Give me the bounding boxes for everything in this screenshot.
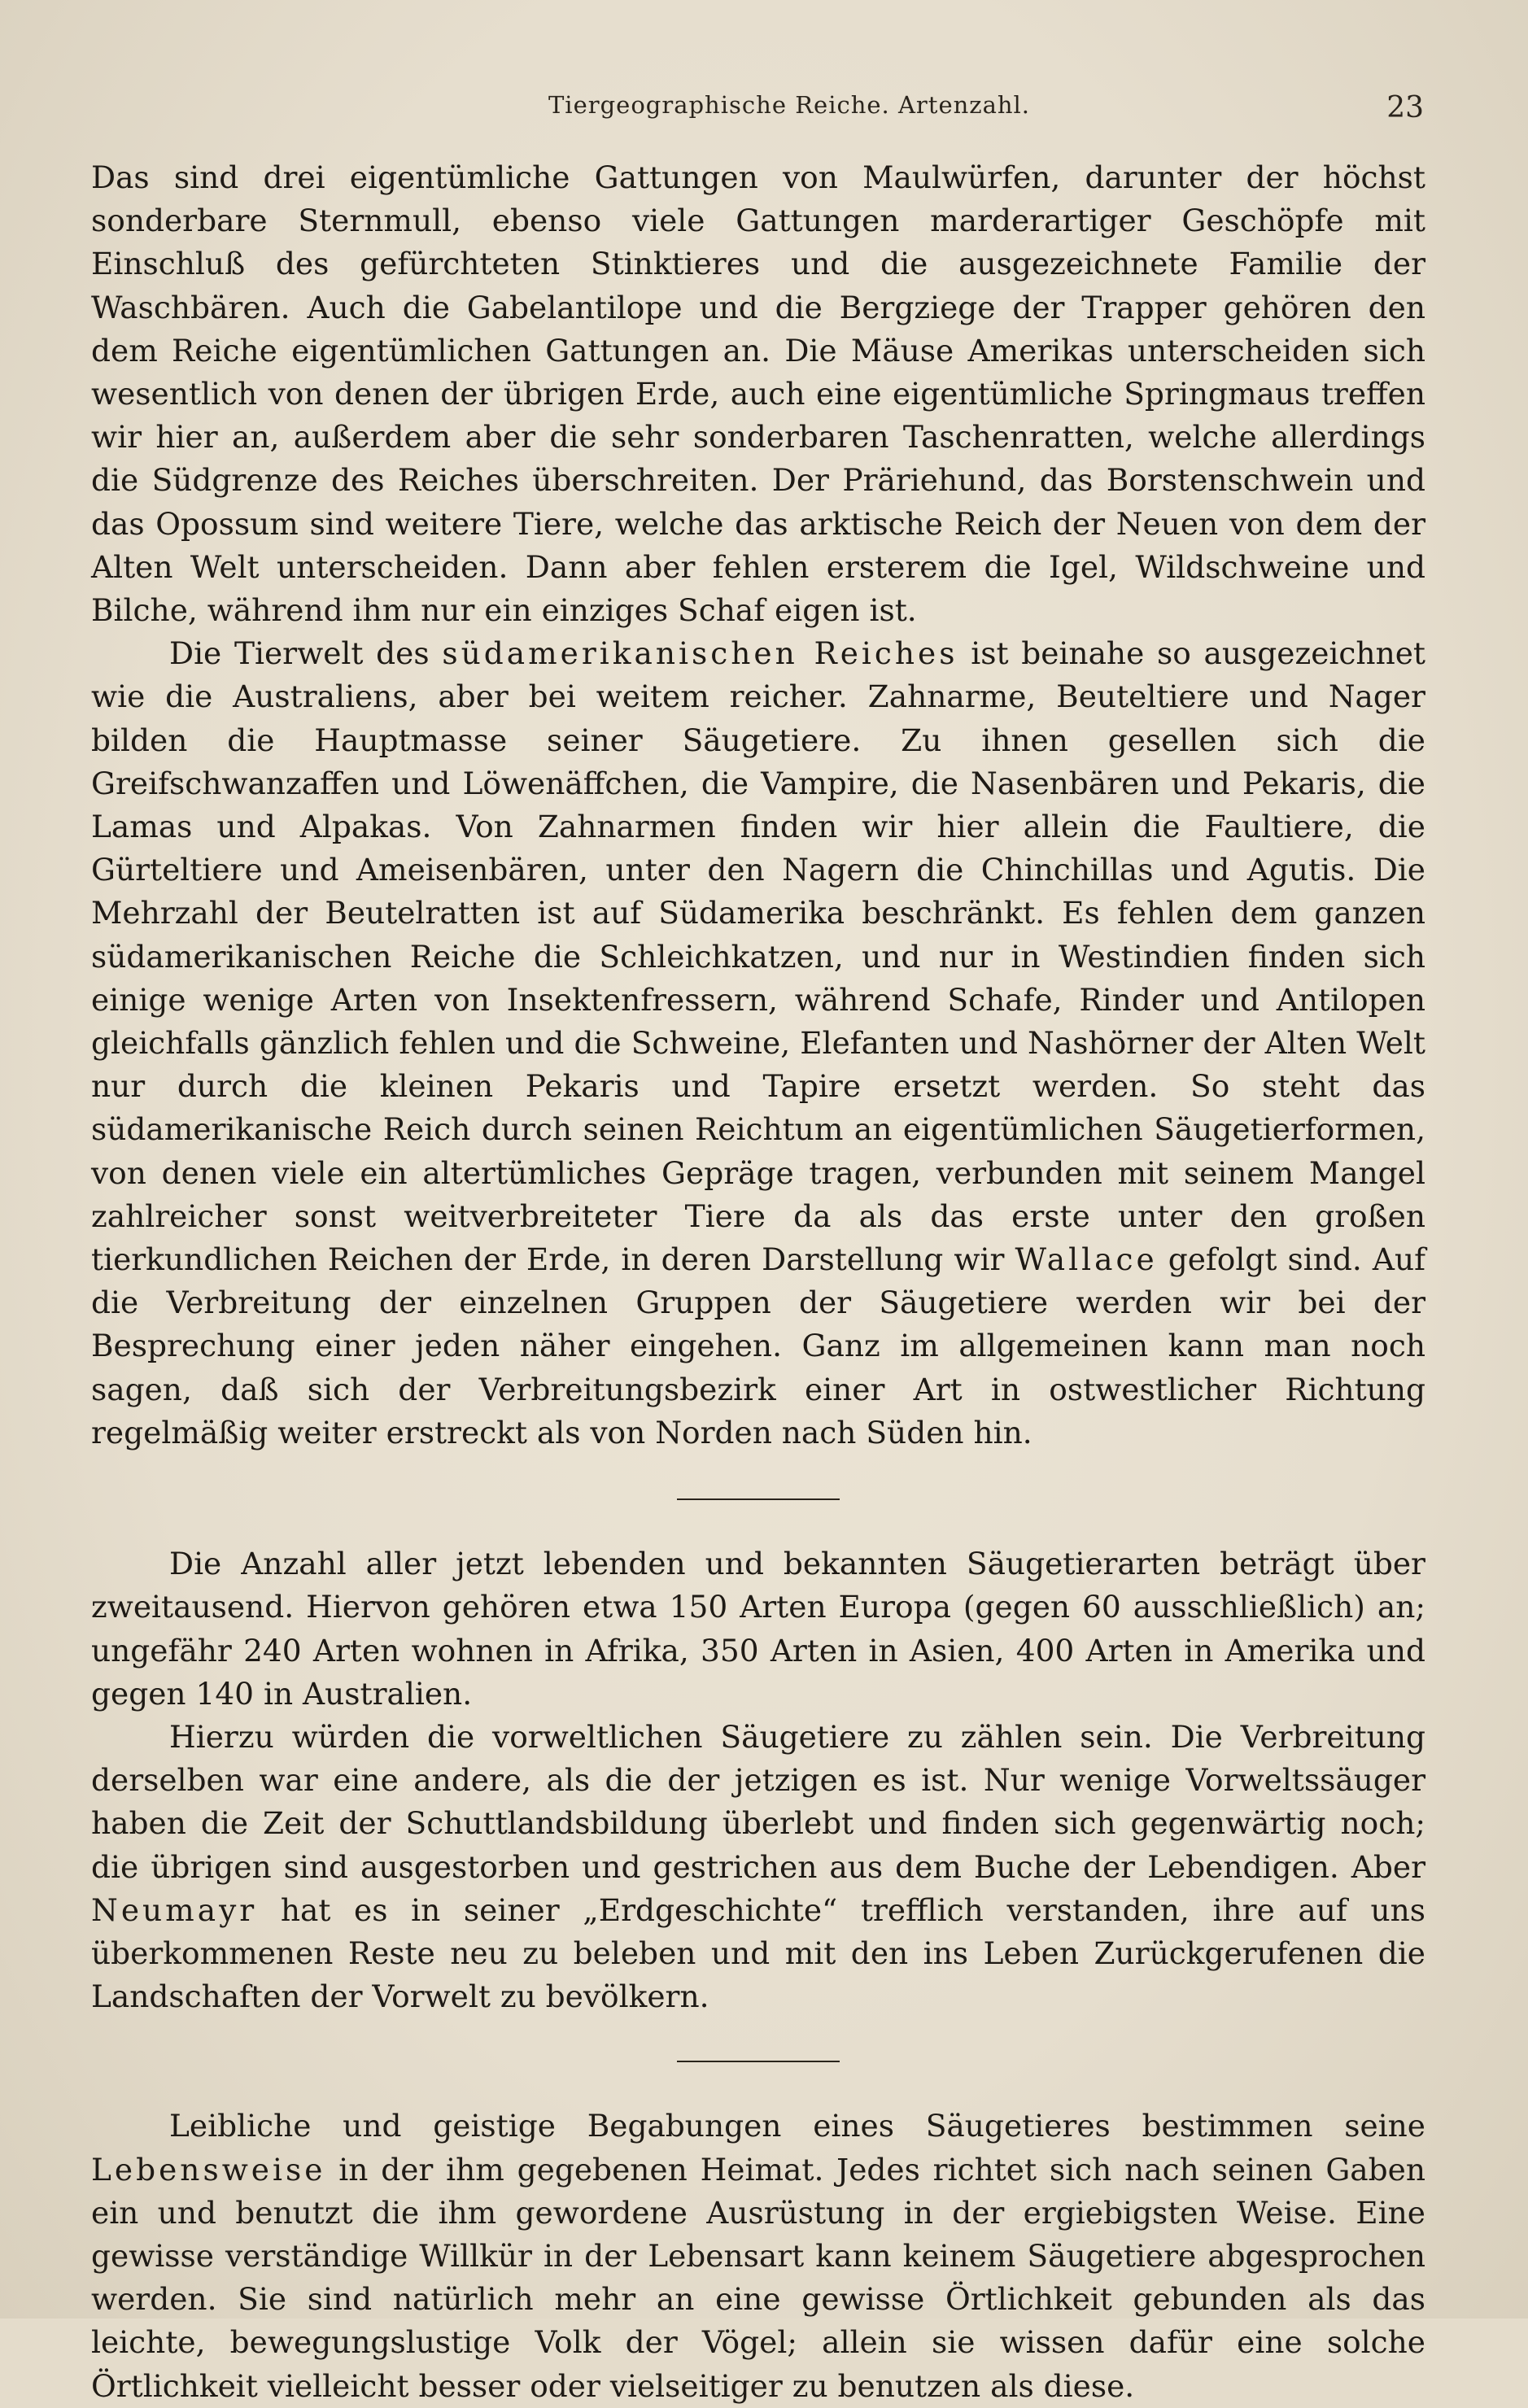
text-run: in der ihm gegebenen Heimat. Jedes richtet sich nach seinen Gaben ein und benutzt die ihm gewordene Ausrüstung in der ergiebigsten Weise. Eine gewisse verständige Willkür in der Lebensart kann keinem Säugetiere abgesprochen werden. Sie sind natürlich mehr an eine gewisse Örtlichkeit gebunden als das leichte, bewegungslustige Volk der Vögel; allein sie wissen dafür eine solche Örtlichkeit vielleicht besser oder vielseitiger zu benutzen als diese. xyxy=(91,2151,1425,2404)
text-run: hat es in seiner „Erdgeschichte“ trefflich verstanden, ihre auf uns überkommenen Reste neu zu beleben und mit den ins Leben Zurückgerufenen die Landschaften der Vorwelt zu bevölkern. xyxy=(91,1891,1425,2015)
text-run: ist beinahe so ausgezeichnet wie die Australiens, aber bei weitem reicher. Zahnarme, Beuteltiere und Nager bilden die Hauptmasse seiner Säugetiere. Zu ihnen gesellen sich die Greifschwanzaffen und Löwenäffchen, die Vampire, die Nasenbären und Pekaris, die Lamas und Alpakas. Von Zahnarmen finden wir hier allein die Faultiere, die Gürteltiere und Ameisenbären, unter den Nagern die Chinchillas und Agutis. Die Mehrzahl der Beutelratten ist auf Südamerika beschränkt. Es fehlen dem ganzen südamerikanischen Reiche die Schleichkatzen, und nur in Westindien finden sich einige wenige Arten von Insektenfressern, während Schafe, Rinder und Antilopen gleichfalls gänzlich fehlen und die Schweine, Elefanten und Nashörner der Alten Welt nur durch die kleinen Pekaris und Tapire ersetzt werden. So steht das südamerikanische Reich durch seinen Reichtum an eigentümlichen Säugetierformen, von denen viele ein altertümliches Gepräge tragen, verbunden mit seinem Mangel zahlreicher sonst weitverbreiteter Tiere da als das erste unter den großen tierkundlichen Reichen der Erde, in deren Darstellung wir xyxy=(91,635,1425,1278)
section-divider xyxy=(677,2061,840,2062)
running-head: Tiergeographische Reiche. Artenzahl. xyxy=(548,91,1031,119)
paragraph-way-of-life xyxy=(91,2105,1425,2407)
spaced-term: südamerikanischen Reiches xyxy=(442,635,958,672)
paragraph-species-count xyxy=(91,1542,1425,1716)
text-run: Das sind drei eigentümliche Gattungen von Maulwürfen, darunter der höchst sonderbare Sternmull, ebenso viele Gattungen marderartiger Geschöpfe mit Einschluß des gefürchteten Stinktieres und die ausgezeichnete Familie der Waschbären. Auch die Gabelantilope und die Bergziege der Trapper gehören den dem Reiche eigentümlichen Gattungen an. Die Mäuse Amerikas unterscheiden sich wesentlich von denen der übrigen Erde, auch eine eigentümliche Springmaus treffen wir hier an, außerdem aber die sehr sonderbaren Taschenratten, welche allerdings die Südgrenze des Reiches überschreiten. Der Präriehund, das Borstenschwein und das Opossum sind weitere Tiere, welche das arktische Reich der Neuen von dem der Alten Welt unterscheiden. Dann aber fehlen ersterem die Igel, Wildschweine und Bilche, während ihm nur ein einziges Schaf eigen ist. xyxy=(91,159,1425,629)
section-divider xyxy=(677,1498,840,1500)
text-run: Leibliche und geistige Begabungen eines Säugetieres bestimmen seine xyxy=(169,2108,1425,2144)
text-run: gefolgt sind. Auf die Verbreitung der einzelnen Gruppen der Säugetiere werden wir bei der Besprechung einer jeden näher eingehen. Ganz im allgemeinen kann man noch sagen, daß sich der Verbreitungsbezirk einer Art in ostwestlicher Richtung regelmäßig weiter erstreckt als von Norden nach Süden hin. xyxy=(91,1241,1425,1450)
paragraph-prehistoric-mammals xyxy=(91,1716,1425,2018)
spaced-name: Neumayr xyxy=(91,1891,258,1928)
body-text xyxy=(91,156,1425,2408)
spaced-term: Lebensweise xyxy=(91,2151,326,2188)
spaced-name: Wallace xyxy=(1015,1241,1158,1278)
page-number: 23 xyxy=(1386,91,1424,124)
page-header xyxy=(155,91,1424,132)
paragraph-continued xyxy=(91,156,1425,632)
text-run: Die Anzahl aller jetzt lebenden und bekannten Säugetierarten beträgt über zweitausend. Hiervon gehören etwa 150 Arten Europa (gegen 60 ausschließlich) an; ungefähr 240 Arten wohnen in Afrika, 350 Arten in Asien, 400 Arten in Amerika und gegen 140 in Australien. xyxy=(91,1546,1425,1712)
paragraph-south-american-realm xyxy=(91,632,1425,1455)
text-run: Die Tierwelt des xyxy=(169,635,443,672)
text-run: Hierzu würden die vorweltlichen Säugetiere zu zählen sein. Die Verbreitung derselben war eine andere, als die der jetzigen es ist. Nur wenige Vorweltssäuger haben die Zeit der Schuttlandsbildung überlebt und finden sich gegenwärtig noch; die übrigen sind ausgestorben und gestrichen aus dem Buche der Lebendigen. Aber xyxy=(91,1718,1425,1885)
